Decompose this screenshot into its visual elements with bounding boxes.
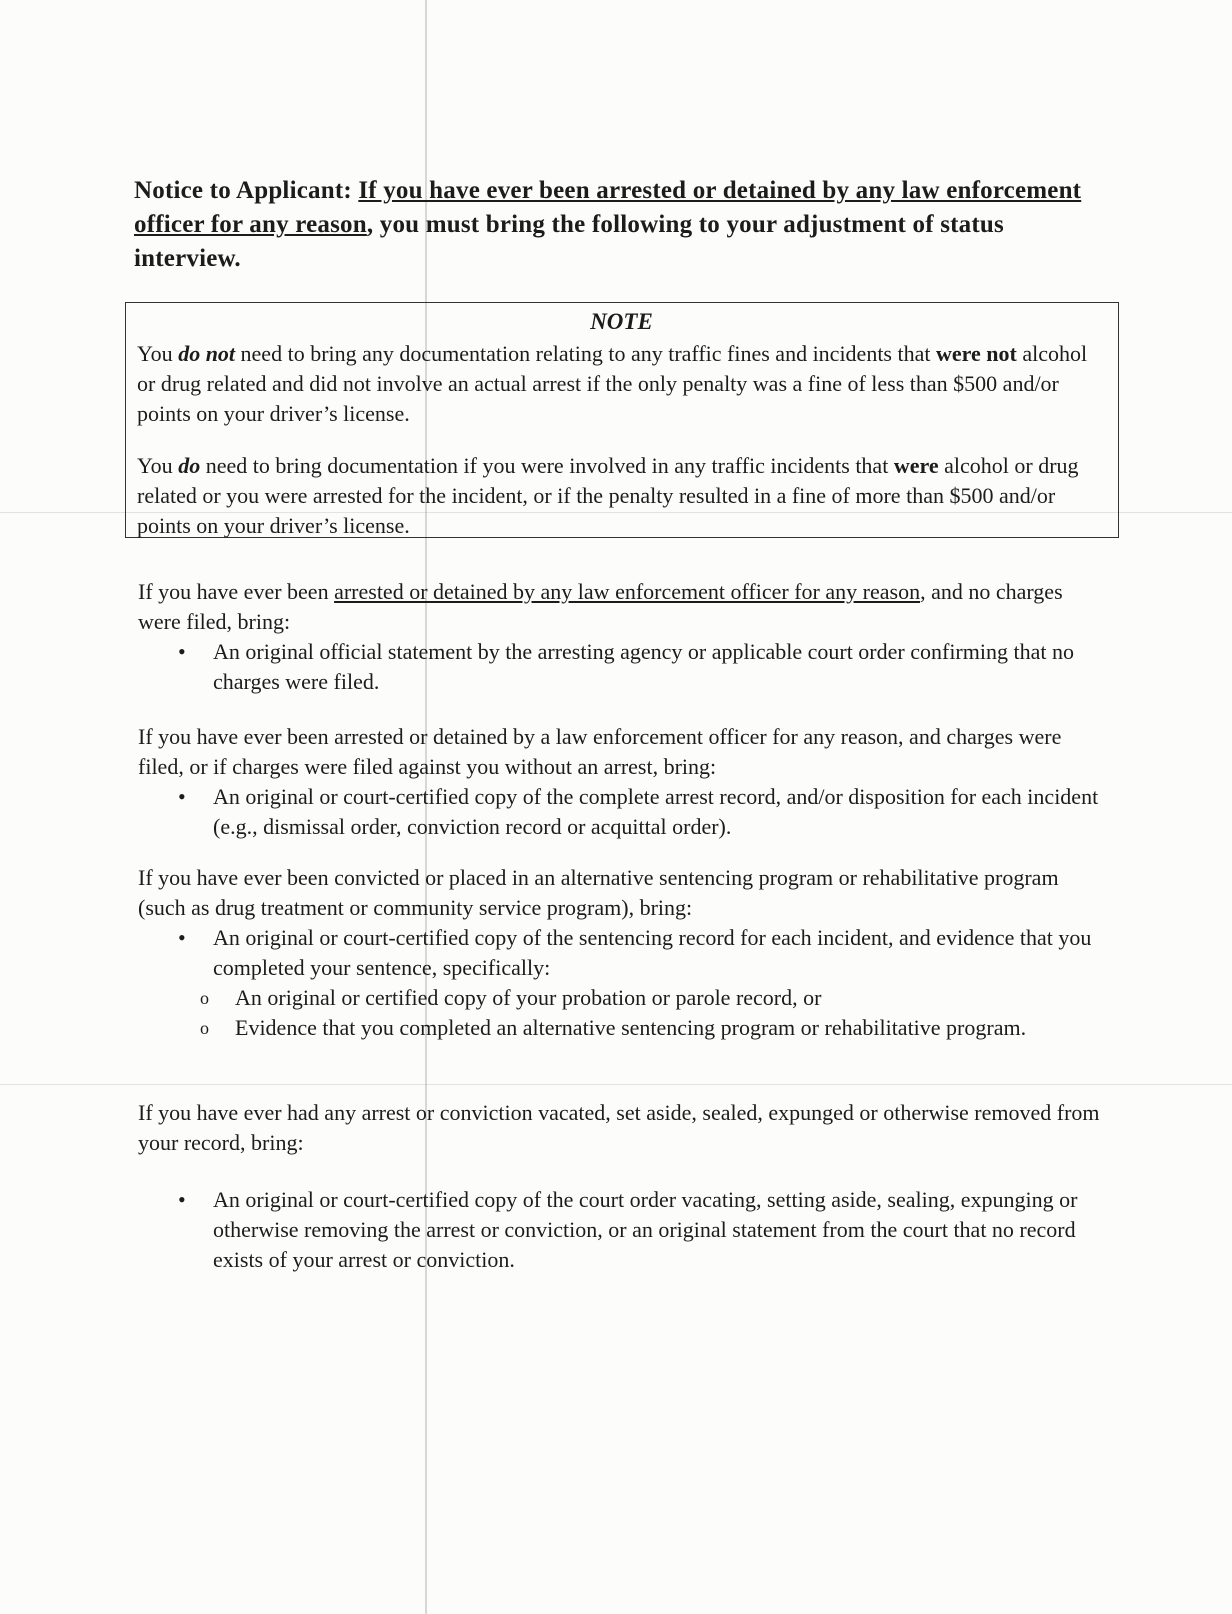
circle-bullet-icon: o [200, 988, 209, 1008]
intro-text: If you have ever been [138, 579, 335, 604]
note-bold: were not [936, 341, 1017, 366]
bullet-text: An original or court-certified copy of the sentencing record for each incident, and evidence that you completed your sentence, specifically: [213, 925, 1092, 980]
notice-heading [134, 174, 1094, 276]
section-intro: If you have ever had any arrest or conviction vacated, set aside, sealed, expunged or otherwise removed from your record, bring: [138, 1100, 1100, 1155]
heading-prefix: Notice to Applicant: [134, 177, 359, 204]
sub-bullet-text: Evidence that you completed an alternative sentencing program or rehabilitative program. [235, 1015, 1027, 1040]
note-text: You [137, 453, 179, 478]
bullet-text: An original official statement by the arresting agency or applicable court order confirming that no charges were filed. [213, 639, 1074, 694]
section-intro: If you have ever been convicted or placed in an alternative sentencing program or rehabilitative program (such as drug treatment or community service program), bring: [138, 865, 1059, 920]
bullet-item [138, 637, 1108, 697]
section-intro [138, 577, 1108, 637]
note-text: alcohol or drug related or you were arrested for the incident, or if the penalty resulted in a fine of more than $500 and/or points on your driver’s license. [137, 453, 1079, 538]
note-text: need to bring documentation if you were involved in any traffic incidents that [200, 453, 894, 478]
bullet-icon: • [178, 925, 186, 950]
bullet-text: An original or court-certified copy of the court order vacating, setting aside, sealing, expunging or otherwise removing the arrest or conviction, or an original statement from the court that no record exists of your arrest or conviction. [213, 1187, 1078, 1272]
bullet-icon: • [178, 784, 186, 809]
note-text: need to bring any documentation relating to any traffic fines and incidents that [235, 341, 936, 366]
section-no-charges [138, 577, 1108, 697]
section-vacated [138, 1098, 1108, 1275]
fold-line-horizontal [0, 1084, 1232, 1085]
section-intro: If you have ever been arrested or detained by a law enforcement officer for any reason, and charges were filed, or if charges were filed against you without an arrest, bring: [138, 724, 1062, 779]
note-emphasis: do [178, 453, 201, 478]
bullet-icon: • [178, 639, 186, 664]
intro-text: , and no charges were filed, bring: [138, 579, 1063, 634]
section-charges-filed [138, 722, 1108, 842]
sub-bullet-item [138, 983, 1108, 1013]
section-convicted [138, 863, 1108, 1043]
intro-underlined: arrested or detained by any law enforcement officer for any reason [334, 579, 921, 604]
circle-bullet-icon: o [200, 1018, 209, 1038]
sub-bullet-text: An original or certified copy of your probation or parole record, or [235, 985, 822, 1010]
heading-suffix: , you must bring the following to your adjustment of status interview. [134, 211, 1004, 272]
bullet-text: An original or court-certified copy of the complete arrest record, and/or disposition for each incident (e.g., dismissal order, conviction record or acquittal order). [213, 784, 1099, 839]
note-title: NOTE [590, 309, 653, 334]
note-paragraph [137, 339, 1106, 429]
note-text: You [137, 341, 179, 366]
note-emphasis: do not [178, 341, 236, 366]
sub-bullet-item [138, 1013, 1108, 1043]
note-text: alcohol or drug related and did not involve an actual arrest if the only penalty was a fine of less than $500 and/or points on your driver’s license. [137, 341, 1088, 426]
bullet-item [138, 1185, 1108, 1275]
bullet-item [138, 923, 1108, 983]
heading-underlined: If you have ever been arrested or detained by any law enforcement officer for any reason [134, 177, 1082, 238]
note-box [125, 302, 1119, 538]
note-paragraph [137, 451, 1106, 541]
note-bold: were [893, 453, 939, 478]
bullet-icon: • [178, 1187, 186, 1212]
bullet-item [138, 782, 1108, 842]
